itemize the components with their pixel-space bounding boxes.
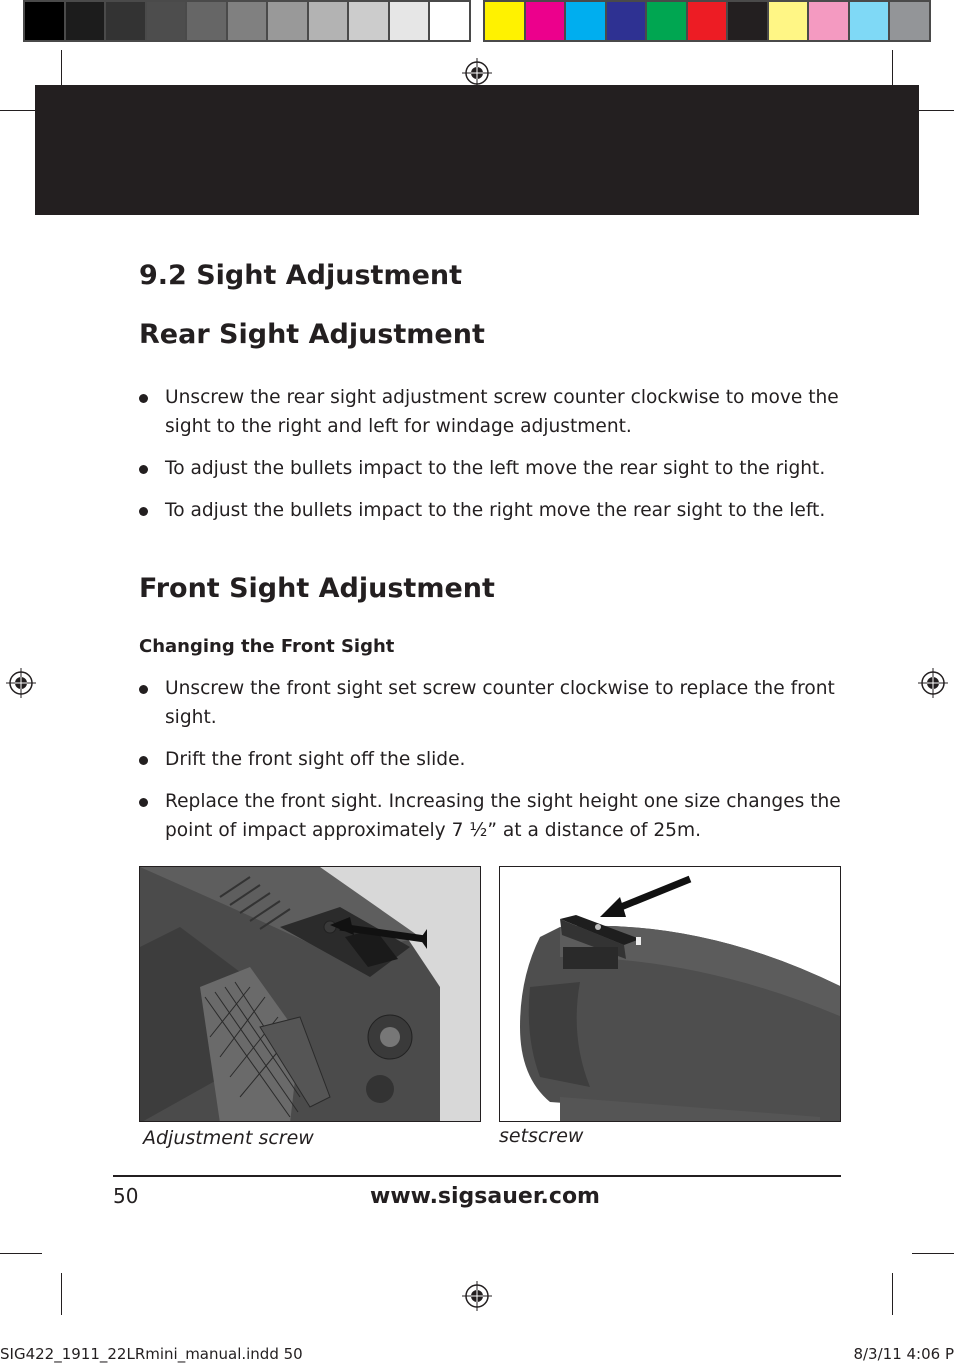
list-item: To adjust the bullets impact to the right move the rear sight to the left. xyxy=(139,496,844,525)
process-swatch xyxy=(485,2,524,40)
gray-swatch xyxy=(187,2,226,40)
website-link[interactable]: www.sigsauer.com xyxy=(370,1184,600,1209)
bullet-icon xyxy=(139,507,148,516)
registration-mark-icon xyxy=(462,1281,492,1311)
header-band xyxy=(35,85,919,215)
gray-swatch xyxy=(309,2,348,40)
gray-swatch xyxy=(349,2,388,40)
list-item: Unscrew the front sight set screw counter clockwise to replace the front sight. xyxy=(139,674,844,732)
process-swatch xyxy=(647,2,686,40)
gray-swatch xyxy=(66,2,105,40)
registration-mark-icon xyxy=(918,668,948,698)
process-swatch xyxy=(566,2,605,40)
registration-mark-icon xyxy=(6,668,36,698)
crop-mark xyxy=(0,1253,42,1254)
gray-swatch xyxy=(25,2,64,40)
bullet-icon xyxy=(139,756,148,765)
pistol-front-sight-image xyxy=(500,867,841,1122)
front-sight-subheading: Changing the Front Sight xyxy=(139,636,395,657)
registration-mark-icon xyxy=(462,58,492,88)
process-swatch xyxy=(607,2,646,40)
page-number: 50 xyxy=(113,1184,139,1208)
slug-file-info: SIG422_1911_22LRmini_manual.indd 50 xyxy=(0,1345,303,1363)
gray-swatch xyxy=(228,2,267,40)
grayscale-color-bar xyxy=(23,0,471,42)
left-figure-caption: Adjustment screw xyxy=(143,1127,314,1149)
process-swatch xyxy=(526,2,565,40)
list-item: Unscrew the rear sight adjustment screw counter clockwise to move the sight to the right and left for windage adjustment. xyxy=(139,383,844,441)
crop-mark xyxy=(892,1273,893,1315)
gray-swatch xyxy=(430,2,469,40)
rear-sight-illustration xyxy=(139,866,481,1122)
gray-swatch xyxy=(147,2,186,40)
rear-sight-heading: Rear Sight Adjustment xyxy=(139,319,485,350)
gray-swatch xyxy=(390,2,429,40)
list-item: To adjust the bullets impact to the left move the rear sight to the right. xyxy=(139,454,844,483)
front-sight-illustration xyxy=(499,866,841,1122)
list-item: Replace the front sight. Increasing the sight height one size changes the point of impact approximately 7 ½” at a distance of 25m. xyxy=(139,787,844,845)
process-swatch xyxy=(809,2,848,40)
front-sight-heading: Front Sight Adjustment xyxy=(139,573,495,604)
gray-swatch xyxy=(106,2,145,40)
bullet-icon xyxy=(139,798,148,807)
slug-date-info: 8/3/11 4:06 P xyxy=(853,1345,954,1363)
bullet-icon xyxy=(139,394,148,403)
front-sight-list xyxy=(139,674,844,858)
section-title: 9.2 Sight Adjustment xyxy=(139,260,463,291)
right-figure-caption: setscrew xyxy=(499,1125,584,1147)
process-color-bar xyxy=(483,0,931,42)
footer-rule xyxy=(113,1175,841,1177)
gray-swatch xyxy=(268,2,307,40)
pistol-rear-sight-image xyxy=(140,867,481,1122)
bullet-icon xyxy=(139,465,148,474)
process-swatch xyxy=(769,2,808,40)
crop-mark xyxy=(61,1273,62,1315)
bullet-icon xyxy=(139,685,148,694)
crop-mark xyxy=(912,1253,954,1254)
list-item: Drift the front sight off the slide. xyxy=(139,745,844,774)
process-swatch xyxy=(890,2,929,40)
process-swatch xyxy=(728,2,767,40)
process-swatch xyxy=(688,2,727,40)
rear-sight-list xyxy=(139,383,844,538)
process-swatch xyxy=(850,2,889,40)
